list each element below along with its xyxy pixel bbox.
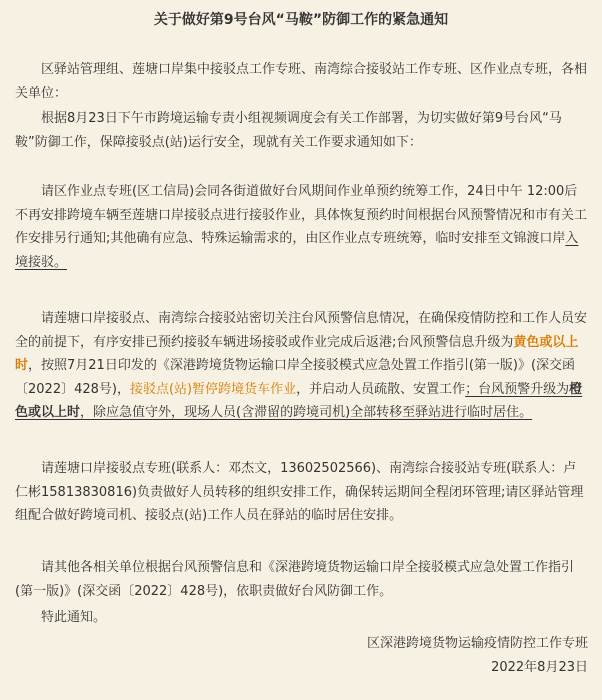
intro-paragraph: 根据8月23日下午市跨境运输专责小组视频调度会有关工作部署，为切实做好第9号台风“马鞍”防御工作，保障接驳点(站)运行安全，现就有关工作要求通知如下：: [15, 111, 562, 150]
paragraph-2-text-e: ，并启动人员疏散、安置工作: [296, 381, 466, 397]
paragraph-2: [15, 307, 587, 425]
recipients-paragraph: 区驿站管理组、莲塘口岸集中接驳点工作专班、南湾综合接驳站工作专班、区作业点专班，各相关单位：: [15, 62, 588, 101]
paragraph-2-underlined-f: ；台风预警升级为: [465, 381, 570, 397]
paragraph-1: [15, 180, 587, 274]
issue-date: 2022年8月23日: [491, 660, 588, 675]
paragraph-1-underlined: 入境接驳。: [15, 231, 579, 270]
paragraph-1-text: 请区作业点专班(区工信局)会同各街道做好台风期间作业单预约统筹工作，24日中午 12:00后不再安排跨境车辆至莲塘口岸接驳点进行接驳作业，具体恢复预约时间根据台风预警情况和市有关工作安排另行通知;其他确有应急、特殊运输需求的，由区作业点专班统筹，临时安排至文锦渡口岸: [15, 184, 588, 246]
issuer: 区深港跨境货物运输疫情防控工作专班: [366, 636, 588, 651]
paragraph-3: 请莲塘口岸接驳点专班(联系人：邓杰文，13602502566)、南湾综合接驳站专班(联系人：卢仁彬15813830816)负责做好人员转移的组织安排工作，确保转运期间全程闭环管理;请区驿站管理组配合做好跨境司机、接驳点(站)工作人员在驿站的临时居住安排。: [15, 461, 584, 523]
paragraph-2-text-a: 请莲塘口岸接驳点、南湾综合接驳站密切关注台风预警信息情况，在确保疫情防控和工作人员安全的前提下，有序安排已预约接驳车辆进场接驳或作业完成后返港;台风预警信息升级为: [15, 311, 588, 350]
paragraph-2-underlined-h: ，除应急值守外，现场人员(含滞留的跨境司机)全部转移至驿站进行临时居住。: [80, 405, 533, 420]
closing-text: 特此通知。: [41, 610, 107, 625]
suspend-operation-text: 接驳点(站)暂停跨境货车作业: [129, 381, 297, 397]
notice-title: 关于做好第9号台风“马鞍”防御工作的紧急通知: [153, 12, 449, 28]
yellow-warning-text: 黄色或以上时: [15, 334, 579, 373]
paragraph-2-text-c: ，按照7月21日印发的《深港跨境货物运输口岸全接驳模式应急处置工作指引(第一版)》(深交函〔2022〕428号)，: [15, 358, 576, 397]
paragraph-4: 请其他各相关单位根据台风预警信息和《深港跨境货物运输口岸全接驳模式应急处置工作指引(第一版)》(深交函〔2022〕428号)，依职责做好台风防御工作。: [15, 560, 575, 599]
orange-warning-text: 橙色或以上时: [15, 381, 583, 420]
